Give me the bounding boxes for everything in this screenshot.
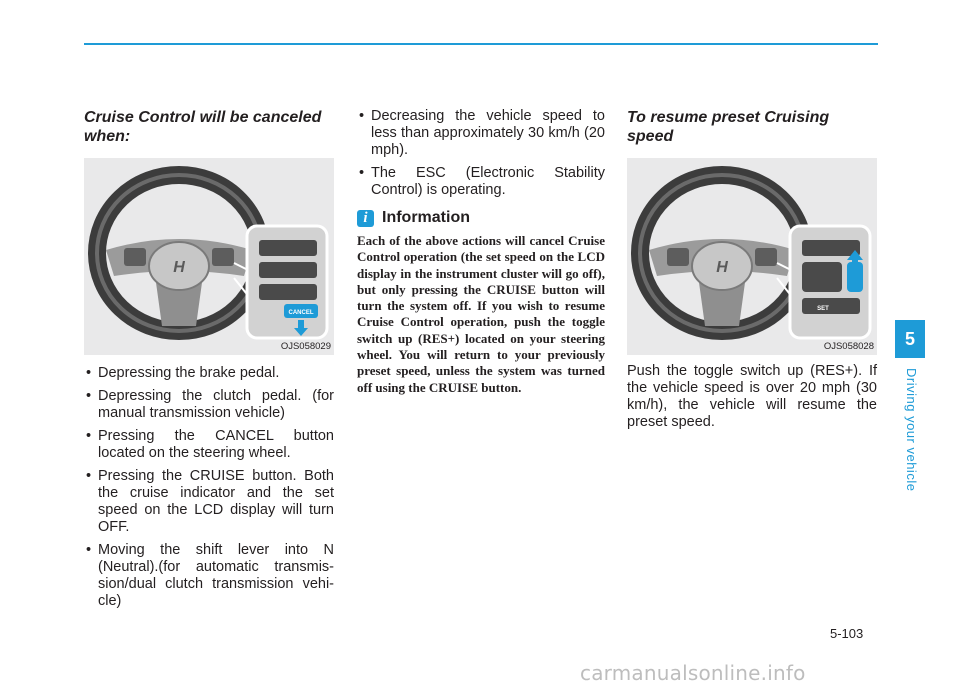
watermark: carmanualsonline.info xyxy=(580,661,806,685)
cancel-label: CANCEL xyxy=(288,310,314,316)
list-item: • Depressing the clutch pedal. (for manual transmission vehicle) xyxy=(84,388,334,422)
cancel-heading: Cruise Control will be canceled when: xyxy=(84,109,322,145)
set-label: SET xyxy=(817,306,829,312)
middle-column xyxy=(357,108,605,396)
cancel-conditions-list xyxy=(84,365,334,610)
header-rule xyxy=(84,43,878,45)
list-item: • Depressing the brake pedal. xyxy=(84,365,334,382)
figure-code: OJS058029 xyxy=(280,341,331,352)
chapter-title: Driving your vehicle xyxy=(904,368,919,492)
list-item: • Pressing the CANCEL button located on the steering wheel. xyxy=(84,428,334,462)
resume-paragraph: Push the toggle switch up (RES+). If the vehicle speed is over 20 mph (30 km/h), the vehicle will resume the preset speed. xyxy=(627,363,877,430)
right-column xyxy=(627,108,877,431)
page-number: 5-103 xyxy=(830,626,864,641)
cancel-conditions-list-continued xyxy=(357,108,605,199)
steering-wheel-illustration xyxy=(84,158,334,355)
list-item: • The ESC (Electronic Stability Control) is operating. xyxy=(357,165,605,199)
chapter-number-tab: 5 xyxy=(895,320,925,358)
figure-code: OJS058028 xyxy=(823,341,874,352)
resume-heading: To resume preset Cruising speed xyxy=(627,109,830,145)
steering-wheel-figure-resume xyxy=(627,158,877,355)
information-body: Each of the above actions will cancel Cruise Control operation (the set speed on the LCD display in the instrument cluster will go off), but only pressing the CRUISE button will turn the system off. If you wish to resume Cruise Control operation, push the toggle switch up (RES+) located on your steering wheel. You will return to your previously preset speed, unless the system was turned off using the CRUISE button. xyxy=(357,233,605,395)
svg-text:H: H xyxy=(716,259,728,276)
svg-text:H: H xyxy=(173,259,185,276)
list-item: • Decreasing the vehicle speed to less than approximately 30 km/h (20 mph). xyxy=(357,108,605,159)
information-header xyxy=(357,209,605,227)
left-column xyxy=(84,108,334,616)
steering-wheel-illustration xyxy=(627,158,877,355)
list-item: • Pressing the CRUISE button. Both the cruise indicator and the set speed on the LCD display will turn OFF. xyxy=(84,468,334,536)
information-title: Information xyxy=(382,209,470,226)
list-item: • Moving the shift lever into N (Neutral).(for automatic transmis-sion/dual clutch transmission vehi-cle) xyxy=(84,542,334,610)
information-icon: i xyxy=(357,210,374,227)
steering-wheel-figure-cancel xyxy=(84,158,334,355)
